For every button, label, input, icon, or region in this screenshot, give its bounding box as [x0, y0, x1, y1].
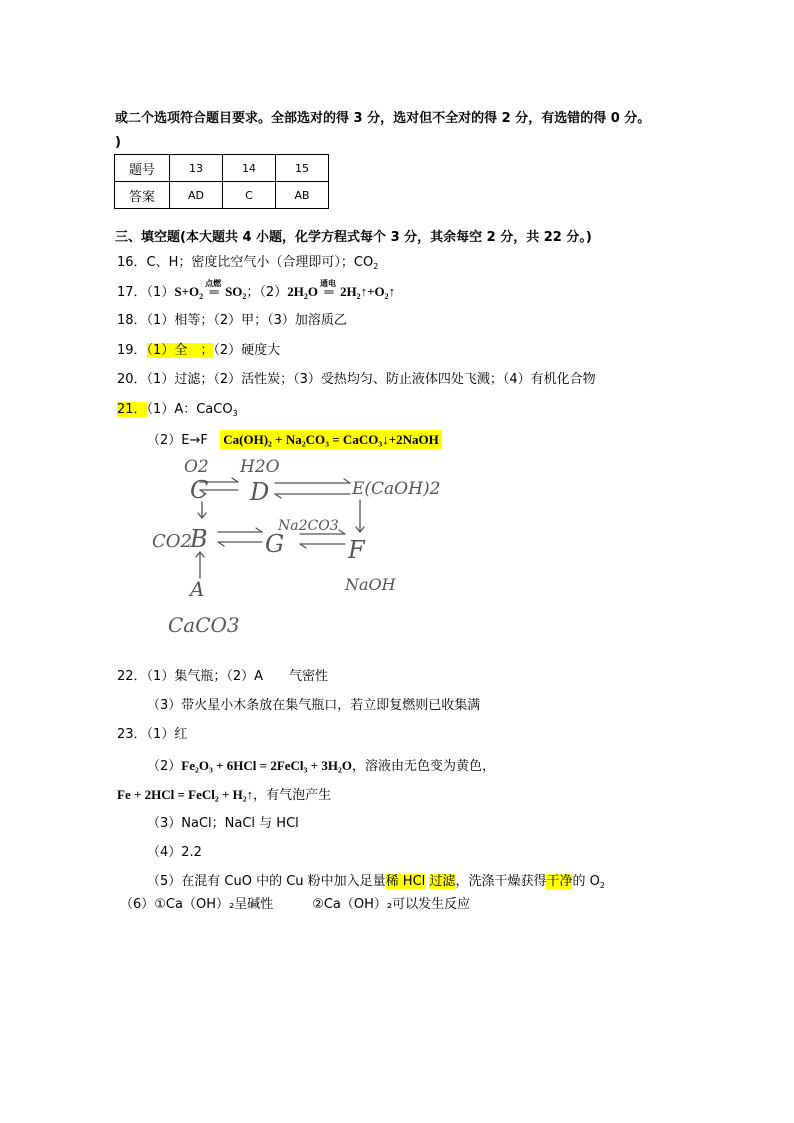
table-cell: C: [223, 182, 276, 209]
subscript: 3: [232, 409, 238, 418]
handwritten-diagram: [140, 450, 441, 660]
diagram-node-f: F: [348, 536, 365, 564]
arrow: [356, 500, 364, 532]
question-17: [117, 279, 396, 306]
question-17-num: 17．（1）: [117, 285, 175, 300]
diagram-node-a: A: [190, 577, 205, 601]
table-cell: AD: [170, 182, 223, 209]
diagram-node-b: B: [190, 525, 208, 553]
diagram-label-o2: O2: [184, 457, 209, 477]
diagram-label-na2co3: Na2CO3: [278, 518, 339, 534]
question-23-line3-suffix: ，有气泡产生: [253, 788, 332, 803]
diagram-node-c: C: [190, 476, 209, 504]
subscript: 2: [599, 881, 605, 890]
equation-fe2o3: Fe₂O₃ + 6HCl = 2FeCl₃ + 3H₂O: [181, 758, 352, 773]
question-21-line1: （1）A：CaCO: [146, 402, 233, 417]
highlighted-text: 稀 HCl: [385, 874, 426, 889]
section-title: 三、填空题(本大题共 4 小题，化学方程式每个 3 分，其余每空 2 分，共 22 分。): [115, 230, 592, 245]
question-17-mid: ；（2）: [246, 285, 288, 300]
table-cell: AB: [276, 182, 329, 209]
question-23-line6: [147, 873, 605, 895]
question-23-line2: [147, 757, 495, 776]
question-23-prefix: （2）: [147, 759, 182, 774]
question-23-line5: （4）2.2: [147, 845, 202, 860]
arrow: [275, 494, 350, 498]
question-18: 18．（1）相等；（2）甲；（3）加溶质乙: [117, 313, 347, 328]
highlighted-answer: （1）全 ；: [146, 343, 214, 358]
arrow: [198, 502, 206, 518]
reaction-arrow: 通电 ═: [318, 283, 340, 301]
diagram-label-caco3: CaCO3: [168, 613, 240, 637]
arrow: [218, 528, 262, 532]
eq-term: ↑+O: [360, 284, 385, 299]
answer-table: [114, 154, 329, 209]
arrow: [196, 552, 204, 578]
question-16-text: 16．C、H；密度比空气小（合理即可）；CO: [117, 255, 374, 270]
diagram-label-naoh: NaOH: [345, 575, 396, 594]
table-row: [115, 155, 329, 182]
question-21-part2: [147, 431, 442, 450]
text-span: 的 O: [572, 874, 600, 889]
question-20: 20．（1）过滤；（2）活性炭；（3）受热均匀、防止液体四处飞溅；（4）有机化合物: [117, 372, 596, 387]
intro-line: 或二个选项符合题目要求。全部选对的得 3 分，选对但不全对的得 2 分，有选错的得 0 分。: [115, 111, 651, 126]
question-23-line4: （3）NaCl；NaCl 与 HCl: [147, 816, 299, 831]
highlighted-text: 过滤: [429, 874, 456, 889]
diagram-label-h2o: H2O: [240, 457, 280, 477]
diagram-node-d: D: [250, 478, 270, 506]
question-23-line7: （6）①Ca（OH）₂呈碱性 ②Ca（OH）₂可以发生反应: [120, 897, 471, 912]
reaction-arrow: 点燃 ═: [203, 283, 225, 301]
diagram-node-g: G: [265, 530, 285, 558]
subscript: 2: [384, 292, 389, 301]
equation-1: [174, 279, 247, 301]
arrow: [218, 542, 262, 546]
text-span: （5）在混有 CuO 中的 Cu 粉中加入足量: [147, 874, 386, 889]
equation-2: [287, 279, 396, 301]
eq-term: O: [307, 284, 318, 299]
question-19: [117, 342, 280, 360]
diagram-label-co2: CO2: [152, 531, 192, 552]
question-23-suffix: ，溶液由无色变为黄色，: [351, 759, 495, 774]
eq-term: 2H: [287, 284, 304, 299]
question-23-line3: [117, 786, 331, 805]
intro-closing-paren: ): [115, 135, 121, 150]
question-19-num: 19．: [117, 343, 147, 358]
table-answer-label: 答案: [115, 182, 170, 209]
subscript: 2: [373, 262, 379, 271]
table-cell: 15: [276, 155, 329, 182]
subscript: 2: [199, 292, 204, 301]
reaction-condition: 通电: [319, 279, 336, 288]
highlighted-equation: Ca(OH)₂ + Na₂CO₃ = CaCO₃↓+2NaOH: [220, 430, 441, 449]
equation-fe: Fe + 2HCl = FeCl₂ + H₂↑: [117, 787, 254, 802]
table-row: [115, 182, 329, 209]
question-19-part2: （2）硬度大: [213, 343, 281, 358]
eq-term: S+O: [174, 284, 200, 299]
eq-term: ↑: [388, 284, 396, 299]
diagram-node-e: E(CaOH)2: [352, 479, 441, 499]
highlighted-text: 干净: [546, 874, 573, 889]
table-header-label: 题号: [115, 155, 170, 182]
question-22-line1: 22．（1）集气瓶；（2）A 气密性: [117, 669, 328, 684]
question-23-line1: 23．（1）红: [117, 727, 188, 742]
arrow: [275, 479, 350, 483]
table-cell: 13: [170, 155, 223, 182]
table-cell: 14: [223, 155, 276, 182]
question-21-line2-label: （2）E→F: [147, 433, 208, 448]
question-21-num: 21．: [117, 402, 147, 417]
arrow: [300, 544, 345, 548]
question-22-line2: （3）带火星小木条放在集气瓶口，若立即复燃则已收集满: [147, 698, 481, 713]
subscript: 2: [356, 292, 361, 301]
reaction-condition: 点燃: [205, 279, 222, 288]
question-16: [117, 254, 378, 276]
subscript: 2: [242, 292, 247, 301]
eq-term: 2H: [339, 284, 357, 299]
question-21: [117, 401, 238, 423]
text-span: ，洗涤干燥获得: [455, 874, 547, 889]
subscript: 2: [303, 292, 308, 301]
eq-term: SO: [225, 284, 243, 299]
